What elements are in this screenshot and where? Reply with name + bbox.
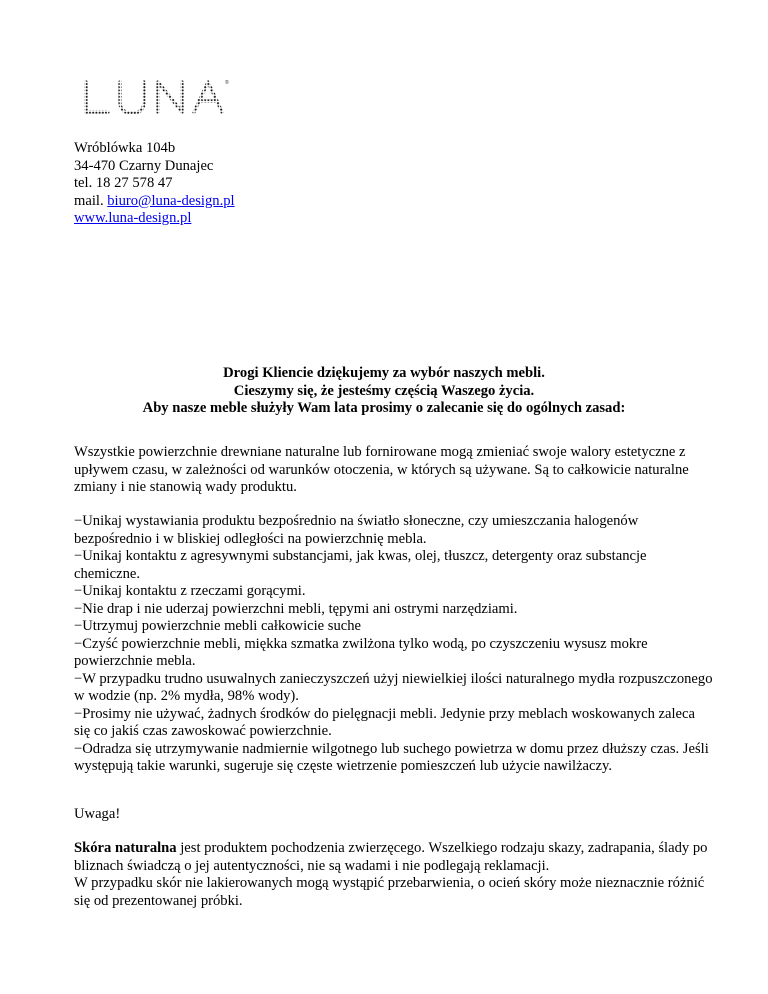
address-street: Wróblówka 104b	[74, 140, 176, 156]
heading-line-3: Aby nasze meble służyły Wam lata prosimy o zalecanie się do ogólnych zasad:	[142, 400, 626, 416]
address-mail-line	[74, 193, 235, 211]
rule-item: −Czyść powierzchnie mebli, miękka szmatka zwilżona tylko wodą, po czyszczeniu wysusz mokre powierzchnie mebla.	[74, 635, 648, 669]
luna-logo	[82, 76, 232, 120]
rule-item: −Unikaj kontaktu z agresywnymi substancjami, jak kwas, olej, tłuszcz, detergenty oraz substancje chemiczne.	[74, 548, 647, 582]
leather-title: Skóra naturalna	[74, 840, 177, 856]
logo-text: LUNA	[82, 76, 85, 77]
leather-text-2: W przypadku skór nie lakierowanych mogą wystąpić przebarwienia, o ocień skóry może nieznacznie różnić się od prezentowanej próbki.	[74, 875, 705, 909]
thank-you-heading	[0, 365, 768, 418]
rule-item: −Unikaj wystawiania produktu bezpośrednio na światło słoneczne, czy umieszczania halogenów bezpośrednio i w bliskiej odległości na powierzchnię mebla.	[74, 513, 639, 547]
mail-prefix: mail.	[74, 192, 108, 209]
rule-item: −Nie drap i nie uderzaj powierzchni mebli, tępymi ani ostrymi narzędziami.	[74, 600, 518, 617]
rule-item: −W przypadku trudno usuwalnych zanieczyszczeń użyj niewielkiej ilości naturalnego mydła rozpuszczonego w wodzie (np. 2% mydła, 98% wody).	[74, 670, 713, 704]
address-city: 34-470 Czarny Dunajec	[74, 157, 214, 174]
heading-line-2: Cieszymy się, że jesteśmy częścią Waszego życia.	[233, 382, 535, 399]
rule-item: −Odradza się utrzymywanie nadmiernie wilgotnego lub suchego powietrza w domu przez dłuższy czas. Jeśli występują takie warunki, sugeruje się częste wietrzenie pomieszczeń lub użycie nawilżaczy.	[74, 740, 709, 774]
intro-paragraph: Wszystkie powierzchnie drewniane naturalne lub fornirowane mogą zmieniać swoje walory estetyczne z upływem czasu, w zależności od warunków otoczenia, w których są używane. Są to całkowicie naturalne zmiany i nie stanowią wady produktu.	[74, 444, 689, 495]
heading-line-1: Drogi Kliencie dziękujemy za wybór naszych mebli.	[223, 365, 545, 381]
leather-text: jest produktem pochodzenia zwierzęcego. Wszelkiego rodzaju skazy, zadrapania, ślady po bliznach świadczą o jej autentyczności, nie są wadami i nie podlegają reklamacji.	[74, 840, 708, 874]
rule-item: −Prosimy nie używać, żadnych środków do pielęgnacji mebli. Jedynie przy meblach woskowanych zaleca się co jakiś czas zawoskować powierzchnie.	[74, 705, 695, 739]
warning-label: Uwaga!	[74, 806, 121, 822]
website-link[interactable]: www.luna-design.pl	[74, 210, 192, 226]
rule-item: −Unikaj kontaktu z rzeczami gorącymi.	[74, 583, 306, 599]
registered-mark: ®	[225, 80, 229, 86]
email-link[interactable]: biuro@luna-design.pl	[107, 192, 235, 209]
address-phone: tel. 18 27 578 47	[74, 175, 173, 191]
care-rules-list	[74, 513, 714, 776]
leather-paragraph	[74, 840, 714, 910]
company-address	[74, 140, 235, 228]
rule-item: −Utrzymuj powierzchnie mebli całkowicie suche	[74, 618, 362, 634]
